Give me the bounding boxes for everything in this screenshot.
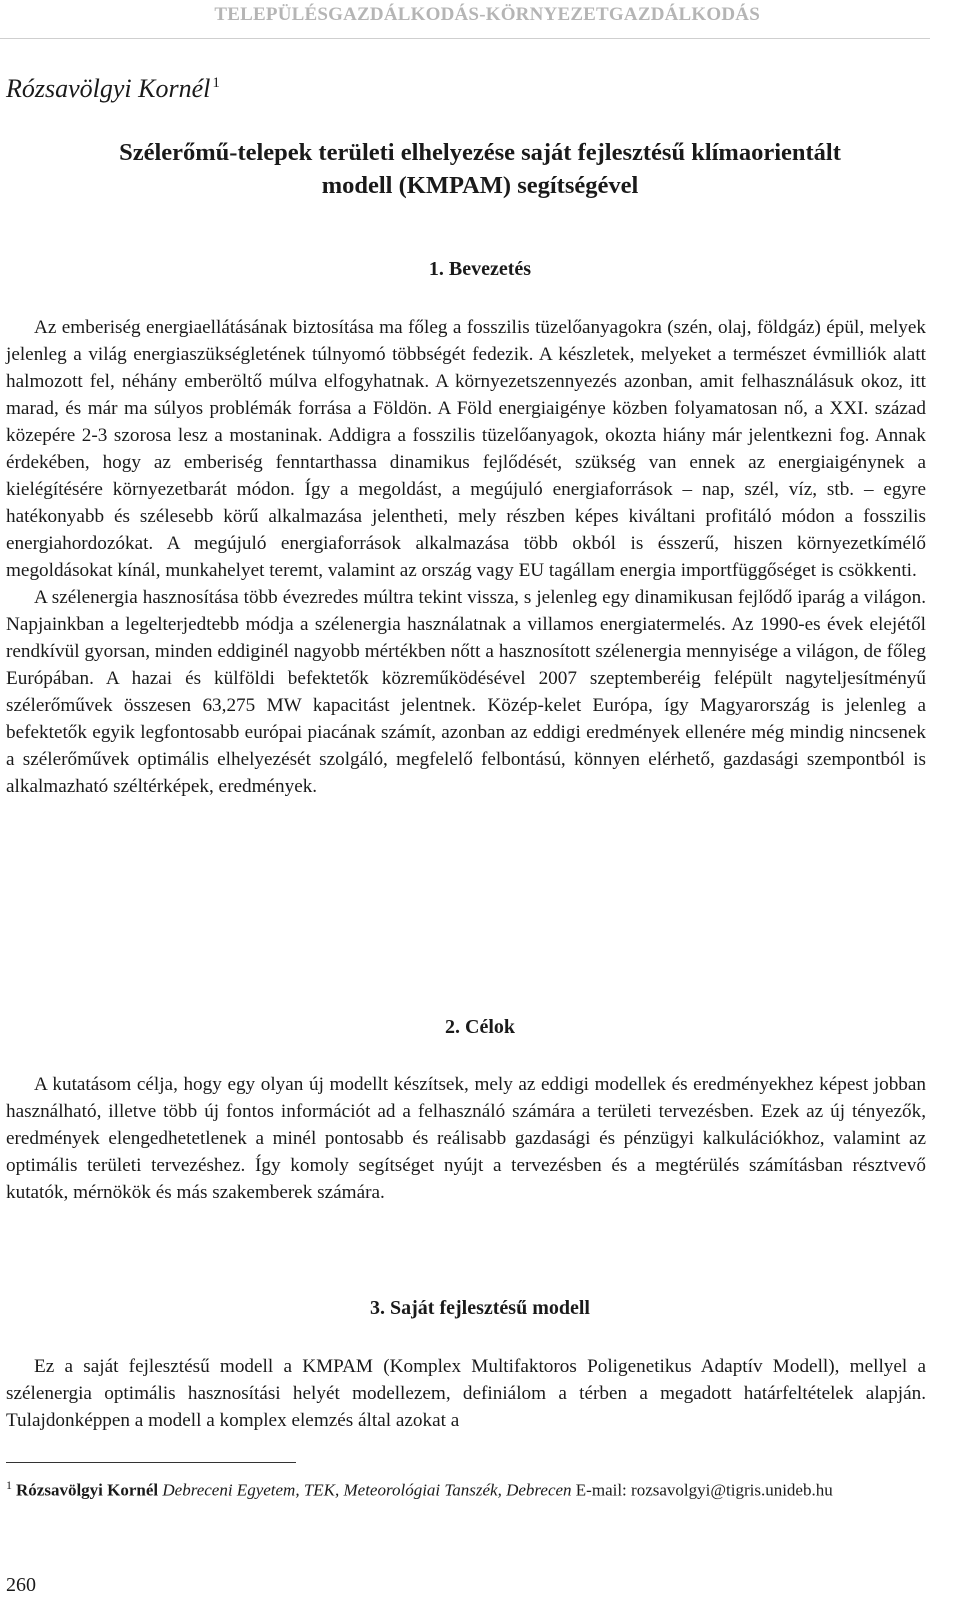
title-line-1: Szélerőmű-telepek területi elhelyezése saját fejlesztésű klímaorientált <box>119 139 841 166</box>
paper-title <box>0 136 960 202</box>
author-footnote-mark: 1 <box>212 75 220 92</box>
footnote-email-label: E-mail: <box>575 1480 627 1500</box>
section-heading-introduction: 1. Bevezetés <box>428 258 532 280</box>
paragraph: A kutatásom célja, hogy egy olyan új modellt készítsek, mely az eddigi modellek és eredményekhez képest jobban használható, illetve több új fontos információt ad a felhasználó számára a területi tervezésben. Ezek az új tényezők, eredmények elengedhetetlenek a minél pontosabb és reálisabb gazdasági és pénzügyi kalkulációkhoz, valamint az optimális területi tervezéshez. Így komoly segítséget nyújt a tervezésben és a megtérülés számításban résztvevő kutatók, mérnökök és más szakemberek számára. <box>6 1074 926 1203</box>
paragraph: Az emberiség energiaellátásának biztosítása ma főleg a fosszilis tüzelőanyagokra (szén, olaj, földgáz) épül, melyek jelenleg a világ energiaszükségletének túlnyomó többségét fedezik. A készletek, melyeket a természet évmilliók alatt halmozott fel, néhány emberöltő múlva elfogyhatnak. A környezetszennyezés azonban, amit felhasználásuk okoz, itt marad, és már ma súlyos problémák forrása a Földön. A Föld energiaigénye közben folyamatosan nő, a XXI. század közepére 2-3 szorosa lesz a mostaninak. Addigra a fosszilis tüzelőanyagok, okozta hiány már jelentkezni fog. Annak érdekében, hogy az emberiség fenntarthassa dinamikus fejlődését, szükség van ennek az energiaigénynek a kielégítésére környezetbarát módon. Így a megoldást, a megújuló energiaforrások – nap, szél, víz, stb. – egyre hatékonyabb és szélesebb körű alkalmazása jelentheti, mely részben képes kiváltani profitáló módon a fosszilis energiahordozókat. A megújuló energiaforrások alkalmazása több okból is ésszerű, hiszen környezetkímélő megoldásokat kínál, munkahelyet teremt, valamint az ország vagy EU tagállam energia importfüggőséget is csökkenti. <box>6 317 926 581</box>
section-body-goals <box>6 1071 926 1206</box>
section-body-model <box>6 1353 926 1434</box>
footnote-institution: Debreceni Egyetem, TEK, Meteorológiai Tanszék, Debrecen <box>162 1480 572 1500</box>
header-rule <box>0 38 930 39</box>
footnote-mark: 1 <box>6 1478 12 1492</box>
section-body-introduction <box>6 314 926 800</box>
section-heading-model: 3. Saját fejlesztésű modell <box>370 1297 590 1319</box>
footnote-email[interactable]: rozsavolgyi@tigris.unideb.hu <box>631 1480 833 1500</box>
footnote <box>6 1474 926 1502</box>
paragraph: A szélenergia hasznosítása több évezredes múltra tekint vissza, s jelenleg egy dinamikusan fejlődő iparág a világon. Napjainkban a legelterjedtebb módja a szélenergia használatnak a villamos energiatermelés. Az 1990-es évek elejétől rendkívül gyorsan, minden eddiginél nagyobb mértékben nőtt a hasznosított szélenergia mennyisége a világon, de főleg Európában. A hazai és külföldi befektetők közreműködésével 2007 szeptemberéig felépült nagyteljesítményű szélerőművek összesen 63,275 MW kapacitást jelentnek. Közép-kelet Európa, így Magyarország is jelenleg a befektetők egyik legfontosabb európai piacának számít, azonban az eddigi eredmények ellenére még mindig nincsenek a szélerőművek optimális elhelyezését szolgáló, megfelelő felbontású, könnyen elérhető, gazdasági szempontból is alkalmazható széltérképek, eredmények. <box>6 587 926 797</box>
author-name: Rózsavölgyi Kornél <box>6 74 211 103</box>
paragraph: Ez a saját fejlesztésű modell a KMPAM (Komplex Multifaktoros Poligenetikus Adaptív Modell), mellyel a szélenergia optimális hasznosítási helyét modellezem, definiálom a térben a megadott határfeltételek alapján. Tulajdonképpen a modell a komplex elemzés által azokat a <box>6 1356 926 1431</box>
footnote-author-name: Rózsavölgyi Kornél <box>16 1480 159 1500</box>
section-heading-goals: 2. Célok <box>445 1016 515 1038</box>
author-line <box>6 74 220 104</box>
page-number: 260 <box>6 1574 36 1596</box>
title-line-2: modell (KMPAM) segítségével <box>321 172 639 199</box>
running-head: TELEPÜLÉSGAZDÁLKODÁS-KÖRNYEZETGAZDÁLKODÁS <box>214 4 760 25</box>
footnote-rule <box>6 1462 296 1463</box>
